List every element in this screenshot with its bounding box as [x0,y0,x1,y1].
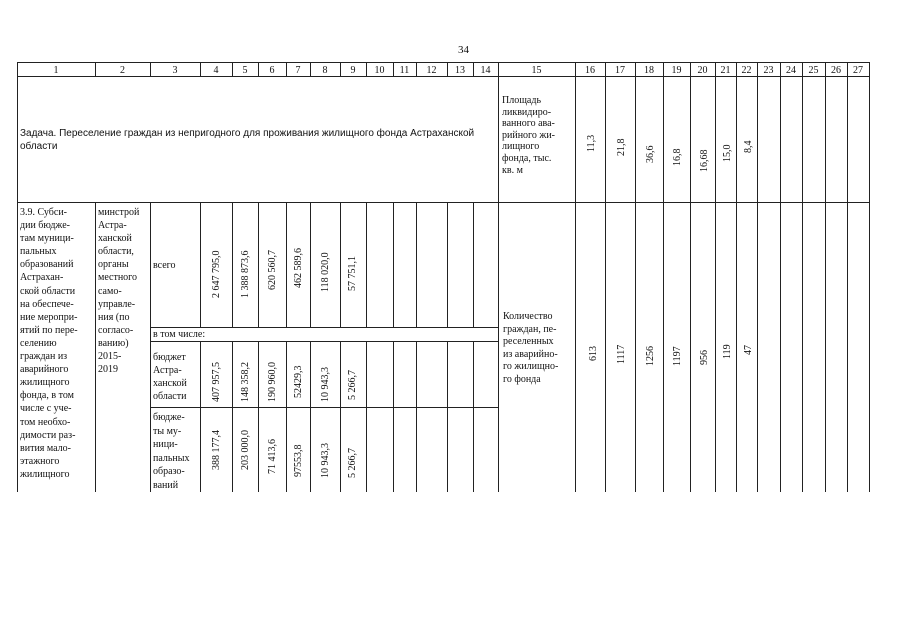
indicator-value: 1117 [616,344,627,364]
header-cell: 8 [322,65,328,76]
header-cell: 14 [480,65,491,76]
measure-executor: минстрой Астра- ханской области, органы местного само- управле- ния (по согласо- ванию) 2015- 2019 [98,207,140,376]
regional-value: 148 358,2 [240,362,251,402]
page-number: 34 [458,44,469,56]
measure-indicator: Количество граждан, пе- реселенных из аварийно- го жилищно- го фонда [503,311,559,385]
task-indicator: Площадь ликвидиро- ванного ава- рийного жи- лищного фонда, тыс. кв. м [502,95,555,176]
header-cell: 5 [242,65,248,76]
total-label: всего [153,260,176,271]
header-cell: 10 [374,65,385,76]
header-cell: 13 [455,65,465,76]
header-cell: 7 [295,65,301,76]
header-cell: 25 [808,65,819,76]
header-cell: 26 [831,65,841,76]
header-cell: 4 [213,65,219,76]
total-value: 118 020,0 [320,252,331,292]
task-value: 15,0 [722,144,733,162]
task-value: 11,3 [586,134,597,152]
header-cell: 15 [531,65,542,76]
total-value: 1 388 873,6 [240,250,251,298]
header-cell: 3 [172,65,178,76]
regional-value: 52429,3 [293,365,304,398]
header-cell: 21 [720,65,731,76]
task-value: 21,8 [616,138,627,156]
municipal-value: 10 943,3 [320,443,331,478]
indicator-value: 1256 [645,346,656,366]
task-value: 8,4 [743,140,754,153]
header-cell: 22 [741,65,752,76]
header-cell: 17 [615,65,625,76]
indicator-value: 956 [699,350,710,365]
municipal-value: 203 000,0 [240,430,251,470]
task-title: Задача. Переселение граждан из непригодного для проживания жилищного фонда Астраханской области [20,128,475,152]
header-cell: 11 [399,65,410,76]
indicator-value: 613 [588,346,599,361]
total-value: 2 647 795,0 [211,250,222,298]
header-cell: 18 [644,65,654,76]
total-value: 462 589,6 [293,248,304,288]
municipal-budget-label: бюдже- ты му- ници- пальных образо- ваний [153,412,190,491]
regional-budget-label: бюджет Астра- ханской области [153,352,187,402]
header-cell: 9 [350,65,356,76]
task-value: 16,8 [672,148,683,166]
task-value: 16,68 [699,149,710,172]
municipal-value: 388 177,4 [211,430,222,470]
task-value: 36,6 [645,145,656,163]
indicator-value: 119 [722,344,733,359]
municipal-value: 97553,8 [293,444,304,477]
indicator-value: 1197 [672,346,683,366]
regional-value: 5 266,7 [347,370,358,400]
header-cell: 12 [426,65,437,76]
including-label: в том числе: [153,329,206,340]
indicator-value: 47 [743,345,754,355]
header-cell: 20 [697,65,708,76]
municipal-value: 71 413,6 [267,439,278,474]
header-cell: 6 [269,65,275,76]
regional-value: 190 960,0 [267,362,278,402]
header-cell: 19 [671,65,682,76]
regional-value: 407 957,5 [211,362,222,402]
header-cell: 16 [585,65,595,76]
municipal-value: 5 266,7 [347,448,358,478]
header-cell: 23 [763,65,774,76]
regional-value: 10 943,3 [320,367,331,402]
total-value: 57 751,1 [347,256,358,291]
header-cell: 27 [853,65,863,76]
total-value: 620 560,7 [267,250,278,290]
header-cell: 1 [53,65,59,76]
header-cell: 2 [120,65,125,76]
measure-name: 3.9. Субси- дии бюдже- там муници- пальных образований Астрахан- ской области на обеспече- ние меропри- ятий по пере- селению граждан из аварийного жилищного фонда, в том числе с уче- том необхо- димости раз- вития мало- этажного жилищного [20,207,78,480]
header-cell: 24 [786,65,796,76]
